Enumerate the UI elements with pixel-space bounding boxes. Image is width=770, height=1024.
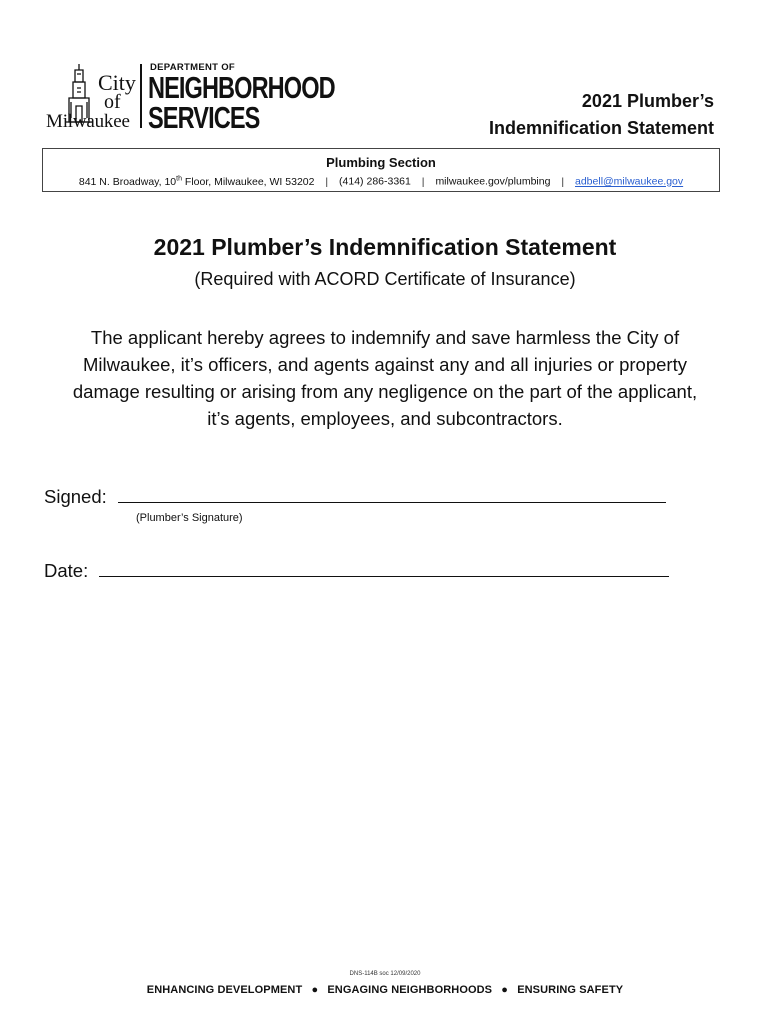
email-link[interactable]: adbell@milwaukee.gov — [575, 175, 684, 188]
contact-info-box — [42, 148, 720, 192]
logo-services: SERVICES — [148, 100, 260, 135]
contact-line — [43, 175, 719, 188]
separator: | — [561, 175, 565, 188]
signature-row — [44, 484, 666, 508]
section-name: Plumbing Section — [326, 155, 436, 170]
department-logo — [44, 60, 335, 135]
date-line[interactable] — [99, 558, 669, 577]
body-line: The applicant hereby agrees to indemnify and save harmless the City of — [90, 327, 680, 348]
bullet-icon: ● — [311, 984, 319, 996]
date-row — [44, 558, 669, 582]
separator: | — [421, 175, 425, 188]
document-subtitle: (Required with ACORD Certificate of Insurance) — [194, 269, 576, 289]
form-code: DNS-114B soc 12/09/2020 — [349, 971, 421, 977]
header-title-line1: 2021 Plumber’s — [581, 91, 714, 111]
body-line: it’s agents, employees, and subcontractors. — [207, 408, 563, 429]
footer-item: ENHANCING DEVELOPMENT — [146, 984, 303, 996]
footer-tagline — [0, 984, 770, 996]
logo-neighborhood: NEIGHBORHOOD — [148, 70, 335, 105]
header-title — [489, 88, 714, 142]
document-title: 2021 Plumber’s Indemnification Statement — [153, 234, 617, 260]
signed-label: Signed: — [44, 486, 107, 507]
logo-milwaukee-word: Milwaukee — [46, 111, 130, 132]
logo-city-word: City — [98, 70, 136, 95]
logo-of-word: of — [104, 91, 121, 113]
indemnification-text — [36, 324, 734, 432]
website-text: milwaukee.gov/plumbing — [435, 175, 551, 188]
separator: | — [325, 175, 329, 188]
body-line: Milwaukee, it’s officers, and agents against any and all injuries or property — [83, 354, 687, 375]
body-line: damage resulting or arising from any negligence on the part of the applicant, — [72, 381, 698, 402]
footer-item: ENGAGING NEIGHBORHOODS — [327, 984, 493, 996]
date-label: Date: — [44, 560, 89, 581]
address: 841 N. Broadway, 10th Floor, Milwaukee, WI 53202 — [78, 175, 315, 188]
signature-note: (Plumber’s Signature) — [136, 512, 243, 524]
logo-divider — [140, 64, 142, 128]
signature-line[interactable] — [118, 484, 666, 503]
phone-number: (414) 286-3361 — [339, 175, 411, 188]
footer-item: ENSURING SAFETY — [517, 984, 624, 996]
bullet-icon: ● — [501, 984, 509, 996]
logo-department-of: DEPARTMENT OF — [150, 62, 235, 73]
header-title-line2: Indemnification Statement — [488, 118, 714, 138]
